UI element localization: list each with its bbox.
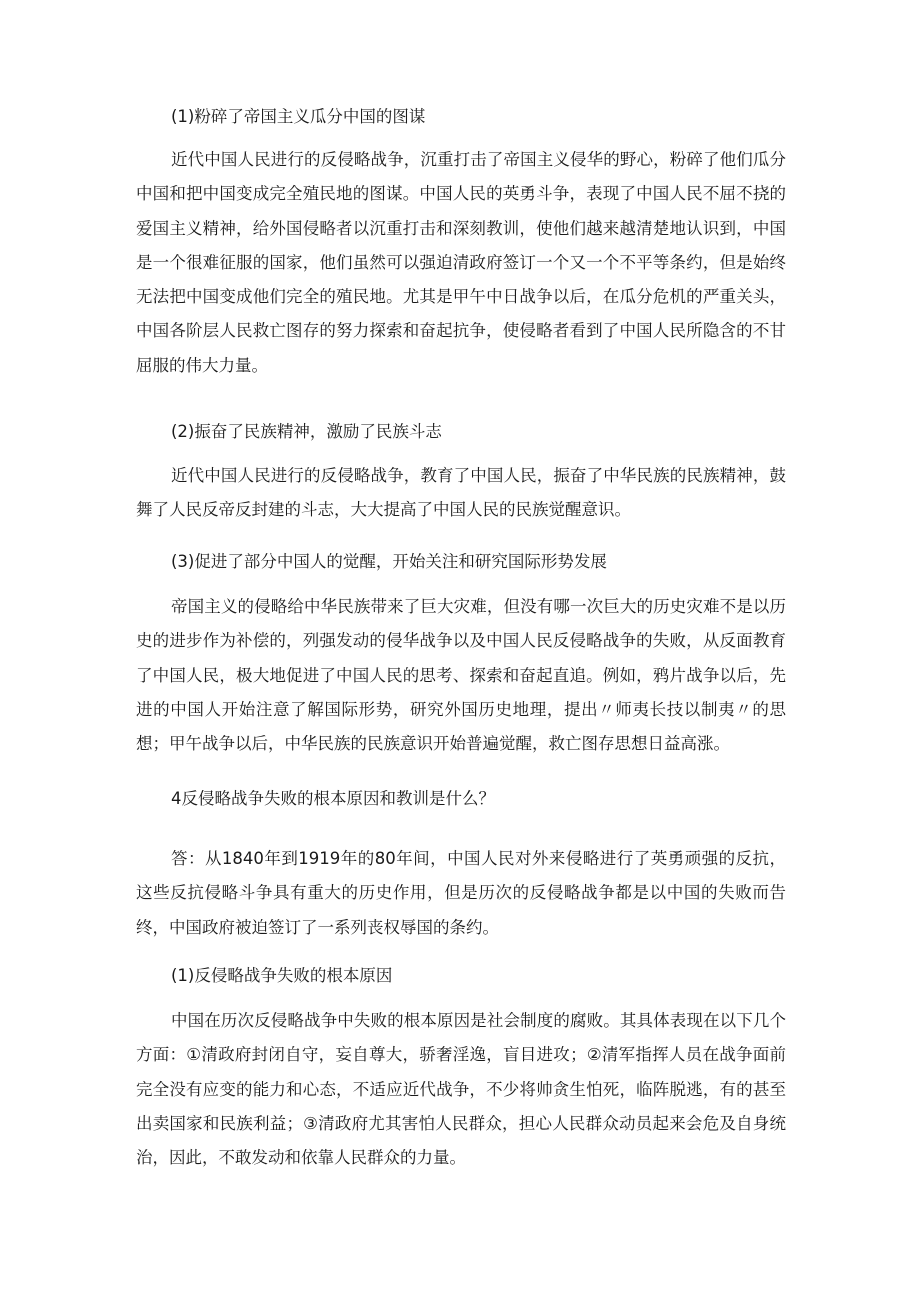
- section-paragraph: 中国在历次反侵略战争中失败的根本原因是社会制度的腐败。其具体表现在以下几个方面：①清政府封闭自守，妄自尊大，骄奢淫逸，盲目进攻；②清军指挥人员在战争面前完全没有应变的能力和心态，不适应近代战争，不少将帅贪生怕死，临阵脱逃，有的甚至出卖国家和民族利益；③清政府尤其害怕人民群众，担心人民群众动员起来会危及自身统治，因此，不敢发动和依靠人民群众的力量。: [136, 1011, 786, 1168]
- section-paragraph: 答：从1840年到1919年的80年间，中国人民对外来侵略进行了英勇顽强的反抗，这些反抗侵略斗争具有重大的历史作用，但是历次的反侵略战争都是以中国的失败而告终，中国政府被迫签订了一系列丧权辱国的条约。: [136, 849, 786, 937]
- section-paragraph: 帝国主义的侵略给中华民族带来了巨大灾难，但没有哪一次巨大的历史灾难不是以历史的进步作为补偿的，列强发动的侵华战争以及中国人民反侵略战争的失败，从反面教育了中国人民，极大地促进了中国人民的思考、探索和奋起直追。例如，鸦片战争以后，先进的中国人开始注意了解国际形势，研究外国历史地理，提出〃师夷长技以制夷〃的思想；甲午战争以后，中华民族的民族意识开始普遍觉醒，救亡图存思想日益高涨。: [136, 597, 786, 754]
- section-heading: 4反侵略战争失败的根本原因和教训是什么？: [171, 789, 495, 808]
- section-paragraph: 近代中国人民进行的反侵略战争，教育了中国人民，振奋了中华民族的民族精神，鼓舞了人民反帝反封建的斗志，大大提高了中国人民的民族觉醒意识。: [136, 466, 786, 520]
- section-heading: (2)振奋了民族精神，激励了民族斗志: [171, 422, 442, 441]
- section-paragraph: 近代中国人民进行的反侵略战争，沉重打击了帝国主义侵华的野心，粉碎了他们瓜分中国和把中国变成完全殖民地的图谋。中国人民的英勇斗争，表现了中国人民不屈不挠的爱国主义精神，给外国侵略者以沉重打击和深刻教训，使他们越来越清楚地认识到，中国是一个很难征服的国家，他们虽然可以强迫清政府签订一个又一个不平等条约，但是始终无法把中国变成他们完全的殖民地。尤其是甲午中日战争以后，在瓜分危机的严重关头，中国各阶层人民救亡图存的努力探索和奋起抗争，使侵略者看到了中国人民所隐含的不甘屈服的伟大力量。: [136, 150, 786, 375]
- section-heading: (1)粉碎了帝国主义瓜分中国的图谋: [171, 107, 426, 126]
- section-heading: (3)促进了部分中国人的觉醒，开始关注和研究国际形势发展: [171, 552, 607, 571]
- section-heading: (1)反侵略战争失败的根本原因: [171, 966, 393, 985]
